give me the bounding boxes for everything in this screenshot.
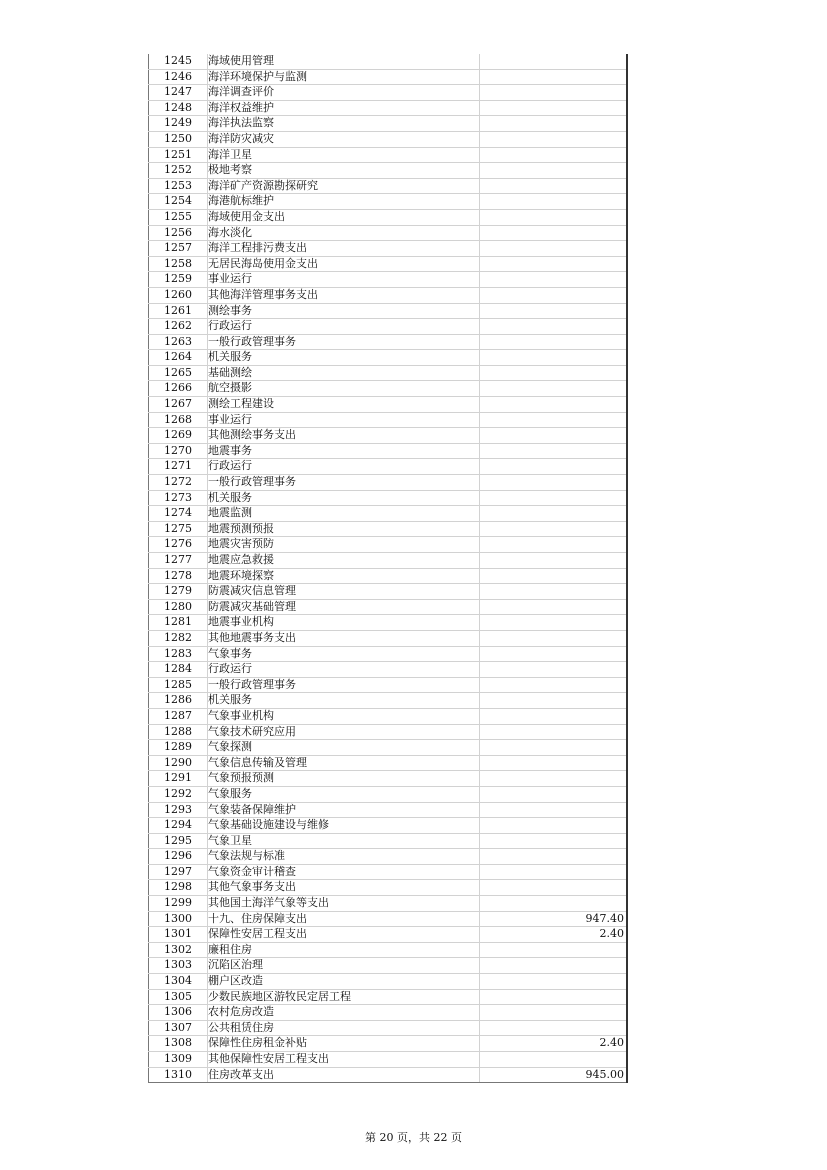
table-row	[149, 100, 628, 116]
row-code-cell: 1301	[149, 927, 208, 943]
row-code-cell: 1267	[149, 397, 208, 413]
row-amount-cell	[480, 974, 628, 990]
row-name-cell: 一般行政管理事务	[208, 677, 480, 693]
row-name-cell: 机关服务	[208, 350, 480, 366]
row-code-cell: 1263	[149, 334, 208, 350]
row-name-cell: 机关服务	[208, 693, 480, 709]
table-row	[149, 319, 628, 335]
row-name-cell: 海洋卫星	[208, 147, 480, 163]
row-amount-cell	[480, 54, 628, 69]
row-name-cell: 事业运行	[208, 412, 480, 428]
row-amount-cell	[480, 397, 628, 413]
row-code-cell: 1270	[149, 443, 208, 459]
row-name-cell: 海洋执法监察	[208, 116, 480, 132]
row-name-cell: 气象资金审计稽查	[208, 864, 480, 880]
row-amount-cell	[480, 833, 628, 849]
row-name-cell: 地震事业机构	[208, 615, 480, 631]
row-amount-cell	[480, 241, 628, 257]
row-code-cell: 1310	[149, 1067, 208, 1083]
row-name-cell: 少数民族地区游牧民定居工程	[208, 989, 480, 1005]
row-amount-cell	[480, 802, 628, 818]
row-amount-cell	[480, 755, 628, 771]
row-code-cell: 1281	[149, 615, 208, 631]
table-row	[149, 942, 628, 958]
row-code-cell: 1298	[149, 880, 208, 896]
row-code-cell: 1250	[149, 131, 208, 147]
row-code-cell: 1245	[149, 54, 208, 69]
table-row	[149, 615, 628, 631]
row-name-cell: 无居民海岛使用金支出	[208, 256, 480, 272]
row-amount-cell	[480, 708, 628, 724]
table-row	[149, 69, 628, 85]
table-row	[149, 459, 628, 475]
row-code-cell: 1300	[149, 911, 208, 927]
row-name-cell: 地震事务	[208, 443, 480, 459]
table-row	[149, 116, 628, 132]
row-name-cell: 一般行政管理事务	[208, 475, 480, 491]
row-code-cell: 1268	[149, 412, 208, 428]
row-amount-cell	[480, 849, 628, 865]
row-code-cell: 1265	[149, 365, 208, 381]
row-name-cell: 气象基础设施建设与维修	[208, 818, 480, 834]
row-code-cell: 1280	[149, 599, 208, 615]
row-name-cell: 海域使用管理	[208, 54, 480, 69]
row-name-cell: 气象装备保障维护	[208, 802, 480, 818]
table-row	[149, 381, 628, 397]
row-name-cell: 海洋工程排污费支出	[208, 241, 480, 257]
row-amount-cell	[480, 958, 628, 974]
table-row	[149, 584, 628, 600]
table-row	[149, 490, 628, 506]
row-code-cell: 1289	[149, 740, 208, 756]
row-name-cell: 海水淡化	[208, 225, 480, 241]
row-code-cell: 1293	[149, 802, 208, 818]
row-name-cell: 住房改革支出	[208, 1067, 480, 1083]
row-name-cell: 地震监测	[208, 506, 480, 522]
row-amount-cell	[480, 630, 628, 646]
row-code-cell: 1294	[149, 818, 208, 834]
row-name-cell: 保障性住房租金补贴	[208, 1036, 480, 1052]
row-code-cell: 1286	[149, 693, 208, 709]
row-code-cell: 1284	[149, 662, 208, 678]
row-amount-cell	[480, 989, 628, 1005]
row-amount-cell	[480, 1020, 628, 1036]
row-code-cell: 1297	[149, 864, 208, 880]
table-row	[149, 241, 628, 257]
table-row	[149, 880, 628, 896]
budget-table-body	[149, 54, 628, 1083]
row-amount-cell	[480, 693, 628, 709]
table-row	[149, 443, 628, 459]
row-code-cell: 1261	[149, 303, 208, 319]
row-amount-cell	[480, 724, 628, 740]
row-amount-cell	[480, 615, 628, 631]
row-code-cell: 1247	[149, 85, 208, 101]
table-row	[149, 163, 628, 179]
row-name-cell: 一般行政管理事务	[208, 334, 480, 350]
row-amount-cell	[480, 475, 628, 491]
table-row	[149, 521, 628, 537]
table-row	[149, 553, 628, 569]
row-code-cell: 1248	[149, 100, 208, 116]
row-code-cell: 1288	[149, 724, 208, 740]
table-row	[149, 475, 628, 491]
table-row	[149, 646, 628, 662]
row-code-cell: 1273	[149, 490, 208, 506]
row-amount-cell	[480, 365, 628, 381]
row-code-cell: 1277	[149, 553, 208, 569]
row-amount-cell	[480, 100, 628, 116]
row-amount-cell	[480, 490, 628, 506]
row-name-cell: 气象法规与标准	[208, 849, 480, 865]
row-amount-cell	[480, 85, 628, 101]
table-row	[149, 958, 628, 974]
table-row	[149, 911, 628, 927]
table-row	[149, 771, 628, 787]
row-code-cell: 1251	[149, 147, 208, 163]
row-name-cell: 基础测绘	[208, 365, 480, 381]
row-code-cell: 1260	[149, 287, 208, 303]
row-amount-cell	[480, 256, 628, 272]
table-row	[149, 350, 628, 366]
row-amount-cell	[480, 194, 628, 210]
row-amount-cell	[480, 864, 628, 880]
row-amount-cell	[480, 225, 628, 241]
table-row	[149, 506, 628, 522]
row-name-cell: 气象卫星	[208, 833, 480, 849]
row-name-cell: 事业运行	[208, 272, 480, 288]
table-row	[149, 802, 628, 818]
table-row	[149, 693, 628, 709]
row-code-cell: 1259	[149, 272, 208, 288]
row-code-cell: 1249	[149, 116, 208, 132]
row-amount-cell	[480, 131, 628, 147]
row-name-cell: 气象预报预测	[208, 771, 480, 787]
row-name-cell: 防震减灾信息管理	[208, 584, 480, 600]
row-name-cell: 沉陷区治理	[208, 958, 480, 974]
row-amount-cell	[480, 116, 628, 132]
row-name-cell: 其他保障性安居工程支出	[208, 1052, 480, 1068]
row-name-cell: 气象信息传输及管理	[208, 755, 480, 771]
table-row	[149, 397, 628, 413]
row-code-cell: 1246	[149, 69, 208, 85]
row-amount-cell	[480, 69, 628, 85]
row-code-cell: 1307	[149, 1020, 208, 1036]
row-amount-cell	[480, 599, 628, 615]
row-amount-cell	[480, 662, 628, 678]
table-row	[149, 989, 628, 1005]
table-row	[149, 365, 628, 381]
row-amount-cell	[480, 303, 628, 319]
table-row	[149, 272, 628, 288]
table-row	[149, 708, 628, 724]
table-row	[149, 1067, 628, 1083]
table-row	[149, 537, 628, 553]
row-code-cell: 1253	[149, 178, 208, 194]
row-code-cell: 1257	[149, 241, 208, 257]
row-amount-cell	[480, 740, 628, 756]
row-code-cell: 1306	[149, 1005, 208, 1021]
row-amount-cell	[480, 521, 628, 537]
row-code-cell: 1252	[149, 163, 208, 179]
row-name-cell: 棚户区改造	[208, 974, 480, 990]
row-name-cell: 气象技术研究应用	[208, 724, 480, 740]
budget-table	[148, 54, 628, 1083]
table-row	[149, 740, 628, 756]
table-row	[149, 677, 628, 693]
table-row	[149, 178, 628, 194]
row-name-cell: 行政运行	[208, 319, 480, 335]
row-code-cell: 1262	[149, 319, 208, 335]
row-name-cell: 航空摄影	[208, 381, 480, 397]
table-row	[149, 256, 628, 272]
row-code-cell: 1256	[149, 225, 208, 241]
row-amount-cell	[480, 537, 628, 553]
row-amount-cell	[480, 506, 628, 522]
table-row	[149, 54, 628, 69]
row-code-cell: 1290	[149, 755, 208, 771]
row-code-cell: 1264	[149, 350, 208, 366]
table-row	[149, 833, 628, 849]
row-name-cell: 气象事业机构	[208, 708, 480, 724]
row-amount-cell: 2.40	[480, 1036, 628, 1052]
table-row	[149, 209, 628, 225]
row-amount-cell	[480, 818, 628, 834]
table-row	[149, 1005, 628, 1021]
row-code-cell: 1305	[149, 989, 208, 1005]
row-code-cell: 1296	[149, 849, 208, 865]
table-row	[149, 1036, 628, 1052]
row-code-cell: 1272	[149, 475, 208, 491]
row-amount-cell	[480, 287, 628, 303]
row-code-cell: 1278	[149, 568, 208, 584]
row-code-cell: 1285	[149, 677, 208, 693]
row-code-cell: 1299	[149, 896, 208, 912]
row-name-cell: 气象事务	[208, 646, 480, 662]
row-code-cell: 1266	[149, 381, 208, 397]
row-name-cell: 行政运行	[208, 662, 480, 678]
table-row	[149, 287, 628, 303]
table-row	[149, 412, 628, 428]
row-name-cell: 地震应急救援	[208, 553, 480, 569]
table-row	[149, 599, 628, 615]
table-row	[149, 927, 628, 943]
row-name-cell: 海洋矿产资源勘探研究	[208, 178, 480, 194]
row-amount-cell	[480, 1052, 628, 1068]
row-name-cell: 其他测绘事务支出	[208, 428, 480, 444]
row-amount-cell	[480, 412, 628, 428]
row-amount-cell	[480, 677, 628, 693]
row-code-cell: 1291	[149, 771, 208, 787]
row-code-cell: 1309	[149, 1052, 208, 1068]
row-code-cell: 1283	[149, 646, 208, 662]
table-row	[149, 724, 628, 740]
row-amount-cell	[480, 428, 628, 444]
row-amount-cell	[480, 319, 628, 335]
row-name-cell: 地震环境探察	[208, 568, 480, 584]
table-row	[149, 194, 628, 210]
table-row	[149, 974, 628, 990]
table-row	[149, 786, 628, 802]
row-name-cell: 海港航标维护	[208, 194, 480, 210]
row-name-cell: 地震预测预报	[208, 521, 480, 537]
row-amount-cell	[480, 272, 628, 288]
row-name-cell: 廉租住房	[208, 942, 480, 958]
table-row	[149, 818, 628, 834]
row-amount-cell	[480, 568, 628, 584]
row-code-cell: 1279	[149, 584, 208, 600]
row-name-cell: 机关服务	[208, 490, 480, 506]
row-name-cell: 气象探测	[208, 740, 480, 756]
row-name-cell: 气象服务	[208, 786, 480, 802]
row-code-cell: 1304	[149, 974, 208, 990]
row-name-cell: 海洋环境保护与监测	[208, 69, 480, 85]
row-amount-cell	[480, 350, 628, 366]
table-row	[149, 849, 628, 865]
row-amount-cell	[480, 553, 628, 569]
row-name-cell: 公共租赁住房	[208, 1020, 480, 1036]
row-code-cell: 1287	[149, 708, 208, 724]
row-amount-cell	[480, 147, 628, 163]
row-name-cell: 测绘工程建设	[208, 397, 480, 413]
row-amount-cell	[480, 646, 628, 662]
table-row	[149, 1020, 628, 1036]
row-code-cell: 1295	[149, 833, 208, 849]
table-row	[149, 1052, 628, 1068]
row-name-cell: 保障性安居工程支出	[208, 927, 480, 943]
table-row	[149, 568, 628, 584]
row-name-cell: 极地考察	[208, 163, 480, 179]
row-code-cell: 1302	[149, 942, 208, 958]
row-amount-cell	[480, 942, 628, 958]
row-code-cell: 1254	[149, 194, 208, 210]
row-amount-cell: 947.40	[480, 911, 628, 927]
row-code-cell: 1255	[149, 209, 208, 225]
row-amount-cell	[480, 443, 628, 459]
row-name-cell: 行政运行	[208, 459, 480, 475]
table-row	[149, 896, 628, 912]
row-code-cell: 1303	[149, 958, 208, 974]
row-name-cell: 其他地震事务支出	[208, 630, 480, 646]
row-code-cell: 1274	[149, 506, 208, 522]
row-amount-cell	[480, 896, 628, 912]
row-code-cell: 1308	[149, 1036, 208, 1052]
row-amount-cell	[480, 381, 628, 397]
row-code-cell: 1292	[149, 786, 208, 802]
row-name-cell: 其他气象事务支出	[208, 880, 480, 896]
row-name-cell: 防震减灾基础管理	[208, 599, 480, 615]
row-name-cell: 其他国土海洋气象等支出	[208, 896, 480, 912]
row-code-cell: 1258	[149, 256, 208, 272]
row-code-cell: 1269	[149, 428, 208, 444]
row-amount-cell	[480, 771, 628, 787]
row-code-cell: 1271	[149, 459, 208, 475]
row-amount-cell	[480, 334, 628, 350]
table-row	[149, 334, 628, 350]
row-amount-cell	[480, 584, 628, 600]
row-name-cell: 测绘事务	[208, 303, 480, 319]
row-amount-cell	[480, 459, 628, 475]
row-name-cell: 海洋防灾减灾	[208, 131, 480, 147]
row-name-cell: 海域使用金支出	[208, 209, 480, 225]
row-amount-cell: 2.40	[480, 927, 628, 943]
row-name-cell: 海洋调查评价	[208, 85, 480, 101]
row-name-cell: 地震灾害预防	[208, 537, 480, 553]
row-amount-cell	[480, 1005, 628, 1021]
row-code-cell: 1276	[149, 537, 208, 553]
row-name-cell: 其他海洋管理事务支出	[208, 287, 480, 303]
row-amount-cell	[480, 163, 628, 179]
table-row	[149, 131, 628, 147]
table-row	[149, 225, 628, 241]
row-name-cell: 农村危房改造	[208, 1005, 480, 1021]
table-row	[149, 85, 628, 101]
table-row	[149, 864, 628, 880]
table-row	[149, 303, 628, 319]
row-amount-cell	[480, 786, 628, 802]
table-row	[149, 147, 628, 163]
row-amount-cell	[480, 209, 628, 225]
table-row	[149, 630, 628, 646]
table-row	[149, 755, 628, 771]
page-footer: 第 20 页，共 22 页	[365, 1131, 462, 1144]
row-amount-cell	[480, 178, 628, 194]
table-row	[149, 428, 628, 444]
table-row	[149, 662, 628, 678]
row-amount-cell	[480, 880, 628, 896]
row-name-cell: 海洋权益维护	[208, 100, 480, 116]
row-code-cell: 1275	[149, 521, 208, 537]
row-code-cell: 1282	[149, 630, 208, 646]
row-name-cell: 十九、住房保障支出	[208, 911, 480, 927]
row-amount-cell: 945.00	[480, 1067, 628, 1083]
